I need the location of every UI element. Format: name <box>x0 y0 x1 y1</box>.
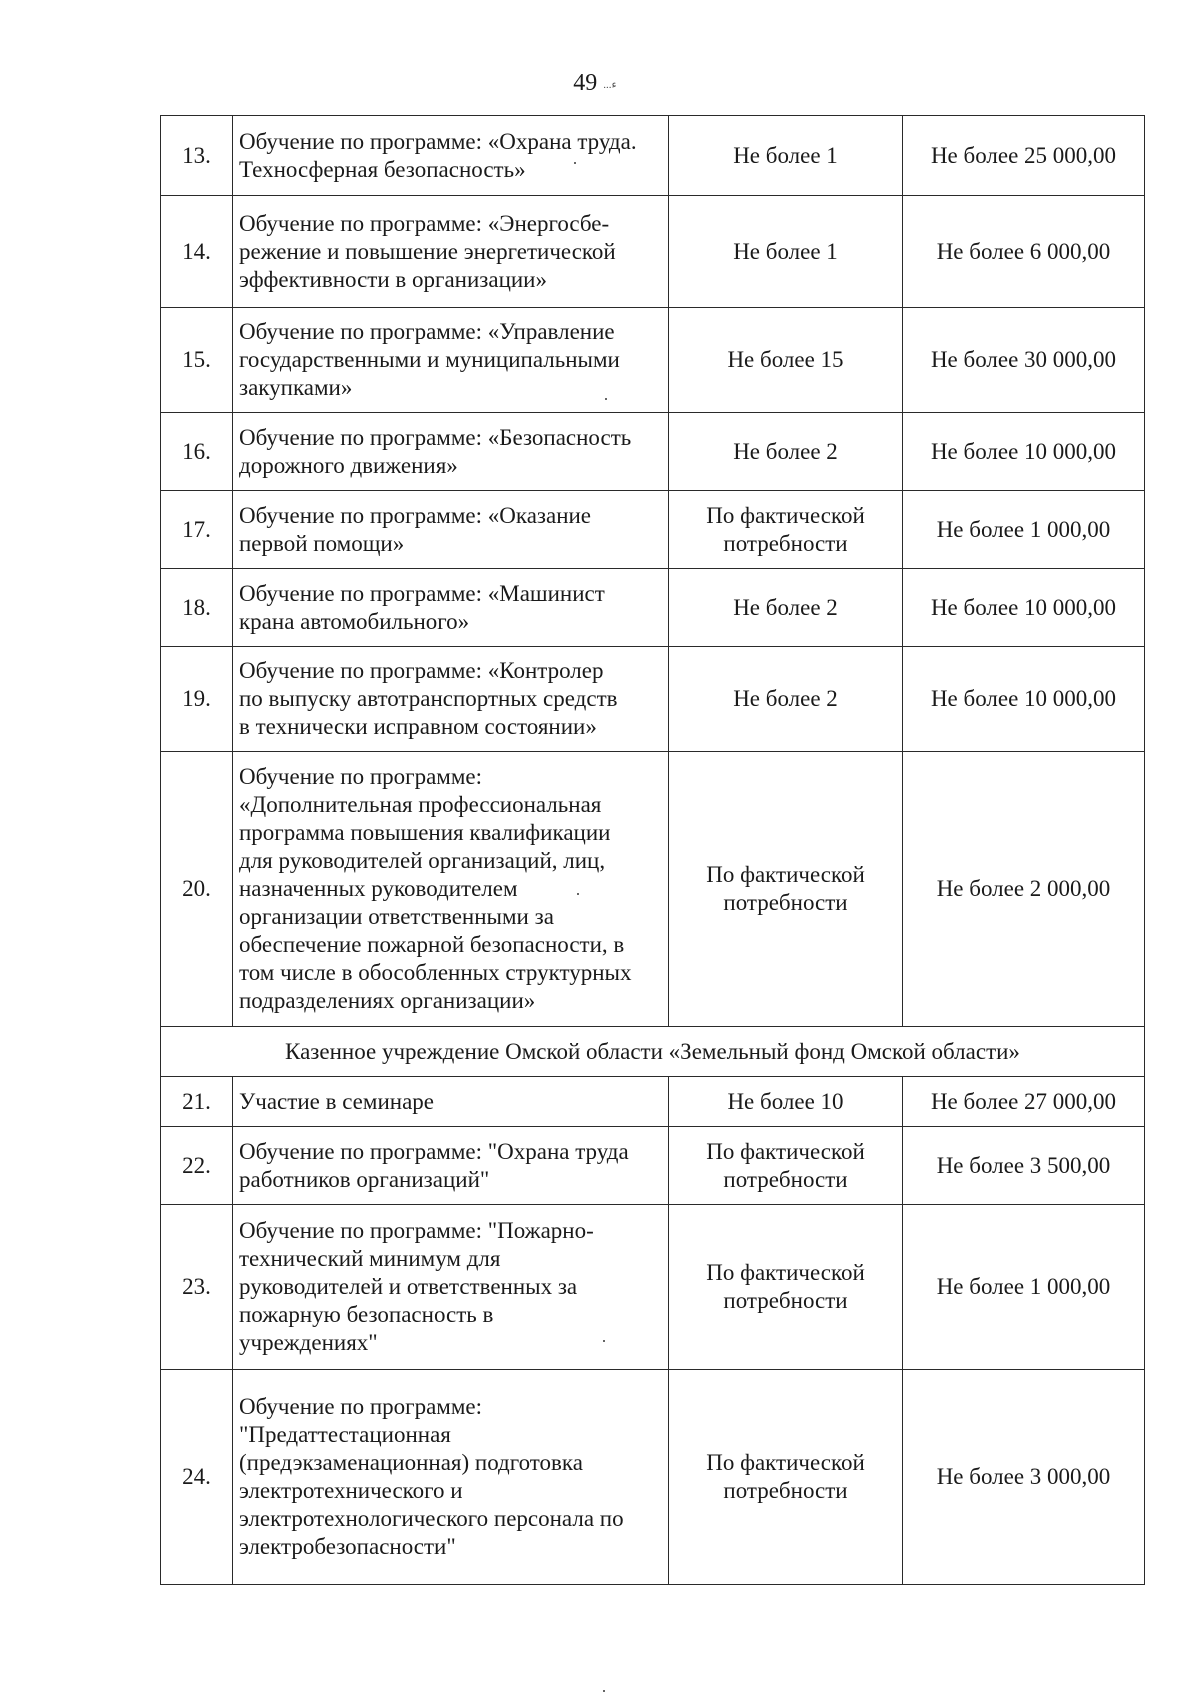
section-header: Казенное учреждение Омской области «Земельный фонд Омской области» <box>161 1027 1145 1077</box>
description-line: Обучение по программе: «Машинист <box>239 580 605 606</box>
page-scan-mark: ء... <box>603 78 617 91</box>
training-table <box>160 115 1145 1585</box>
description-line: "Предаттестационная <box>239 1422 451 1447</box>
quantity-line: По фактической <box>706 862 865 887</box>
description-line: (предэкзаменационная) подготовка <box>239 1450 583 1475</box>
price-cell: Не более 1 000,00 <box>903 491 1145 569</box>
row-number: 21. <box>161 1077 233 1127</box>
description-line: электробезопасности" <box>239 1534 456 1559</box>
price-cell: Не более 30 000,00 <box>903 308 1145 413</box>
scan-speck <box>603 1340 605 1342</box>
table-row <box>161 413 1145 491</box>
row-number: 18. <box>161 569 233 647</box>
table-row <box>161 308 1145 413</box>
quantity-cell <box>669 196 903 308</box>
page-number: 49 <box>573 70 598 96</box>
scan-speck <box>605 398 607 400</box>
price-cell: Не более 1 000,00 <box>903 1205 1145 1370</box>
description-line: в технически исправном состоянии» <box>239 714 597 739</box>
row-number: 13. <box>161 116 233 196</box>
row-number: 22. <box>161 1127 233 1205</box>
table-section <box>161 1027 1145 1077</box>
description-line: программа повышения квалификации <box>239 820 611 845</box>
description-line: Обучение по программе: «Охрана труда. <box>239 128 637 154</box>
description-line: Участие в семинаре <box>239 1088 434 1114</box>
training-description <box>233 308 669 413</box>
training-description <box>233 491 669 569</box>
row-number: 24. <box>161 1370 233 1585</box>
description-line: учреждениях" <box>239 1330 378 1355</box>
table-row <box>161 1127 1145 1205</box>
quantity-line: потребности <box>723 1288 848 1313</box>
quantity-line: потребности <box>723 890 848 915</box>
row-number: 17. <box>161 491 233 569</box>
quantity-line: Не более 1 <box>733 238 838 264</box>
quantity-cell <box>669 1127 903 1205</box>
description-line: закупками» <box>239 375 353 400</box>
description-line: Обучение по программе: «Контролер <box>239 658 604 683</box>
description-line: Обучение по программе: <box>239 764 483 789</box>
description-line: руководителей и ответственных за <box>239 1274 578 1299</box>
quantity-line: Не более 2 <box>733 686 838 711</box>
quantity-cell <box>669 491 903 569</box>
description-line: технический минимум для <box>239 1246 501 1271</box>
quantity-line: По фактической <box>706 1138 865 1164</box>
quantity-cell <box>669 569 903 647</box>
quantity-line: Не более 15 <box>727 347 844 372</box>
quantity-cell <box>669 647 903 752</box>
training-description <box>233 196 669 308</box>
training-description <box>233 1370 669 1585</box>
quantity-cell <box>669 1205 903 1370</box>
training-description <box>233 1127 669 1205</box>
description-line: дорожного движения» <box>239 452 458 478</box>
description-line: Техносферная безопасность» <box>239 156 526 182</box>
description-line: электротехнического и <box>239 1478 463 1503</box>
quantity-line: По фактической <box>706 502 865 528</box>
table-row <box>161 116 1145 196</box>
quantity-cell <box>669 413 903 491</box>
description-line: пожарную безопасность в <box>239 1302 494 1327</box>
quantity-line: потребности <box>723 530 848 556</box>
description-line: крана автомобильного» <box>239 608 470 634</box>
row-number: 16. <box>161 413 233 491</box>
description-line: подразделениях организации» <box>239 988 536 1013</box>
row-number: 19. <box>161 647 233 752</box>
price-cell: Не более 10 000,00 <box>903 413 1145 491</box>
price-cell: Не более 3 000,00 <box>903 1370 1145 1585</box>
table-body-top <box>161 116 1145 1027</box>
training-description <box>233 116 669 196</box>
price-cell: Не более 27 000,00 <box>903 1077 1145 1127</box>
table-row <box>161 647 1145 752</box>
description-line: для руководителей организаций, лиц, <box>239 848 606 873</box>
price-cell: Не более 2 000,00 <box>903 752 1145 1027</box>
description-line: эффективности в организации» <box>239 266 547 292</box>
quantity-line: Не более 2 <box>733 594 838 620</box>
description-line: том числе в обособленных структурных <box>239 960 632 985</box>
description-line: Обучение по программе: «Оказание <box>239 502 592 528</box>
table-row <box>161 1370 1145 1585</box>
description-line: Обучение по программе: "Пожарно- <box>239 1218 594 1243</box>
quantity-cell <box>669 308 903 413</box>
quantity-line: По фактической <box>706 1260 865 1285</box>
row-number: 23. <box>161 1205 233 1370</box>
table-body-bottom <box>161 1077 1145 1585</box>
description-line: организации ответственными за <box>239 904 554 929</box>
table-row <box>161 1205 1145 1370</box>
table-row <box>161 752 1145 1027</box>
page-number-line <box>0 70 1200 97</box>
training-description <box>233 1205 669 1370</box>
training-description <box>233 1077 669 1127</box>
description-line: Обучение по программе: «Энергосбе- <box>239 210 610 236</box>
scan-speck <box>577 893 579 895</box>
description-line: «Дополнительная профессиональная <box>239 792 602 817</box>
quantity-line: потребности <box>723 1166 848 1192</box>
description-line: Обучение по программе: "Охрана труда <box>239 1138 629 1164</box>
description-line: государственными и муниципальными <box>239 347 620 372</box>
training-description <box>233 569 669 647</box>
price-cell: Не более 3 500,00 <box>903 1127 1145 1205</box>
price-cell: Не более 25 000,00 <box>903 116 1145 196</box>
price-cell: Не более 6 000,00 <box>903 196 1145 308</box>
training-description <box>233 413 669 491</box>
row-number: 15. <box>161 308 233 413</box>
description-line: первой помощи» <box>239 530 405 556</box>
row-number: 20. <box>161 752 233 1027</box>
scan-speck <box>574 162 576 164</box>
quantity-cell <box>669 1370 903 1585</box>
price-cell: Не более 10 000,00 <box>903 569 1145 647</box>
quantity-line: Не более 2 <box>733 438 838 464</box>
quantity-line: По фактической <box>706 1450 865 1475</box>
table-row <box>161 491 1145 569</box>
description-line: Обучение по программе: «Безопасность <box>239 424 632 450</box>
table-row <box>161 196 1145 308</box>
section-row <box>161 1027 1145 1077</box>
quantity-line: потребности <box>723 1478 848 1503</box>
quantity-cell <box>669 1077 903 1127</box>
scan-speck <box>603 1690 605 1692</box>
description-line: Обучение по программе: <box>239 1394 483 1419</box>
description-line: электротехнологического персонала по <box>239 1506 624 1531</box>
quantity-cell <box>669 752 903 1027</box>
description-line: обеспечение пожарной безопасности, в <box>239 932 625 957</box>
training-description <box>233 752 669 1027</box>
description-line: назначенных руководителем <box>239 876 518 901</box>
description-line: режение и повышение энергетической <box>239 238 616 264</box>
description-line: Обучение по программе: «Управление <box>239 319 615 344</box>
description-line: работников организаций" <box>239 1166 490 1192</box>
quantity-cell <box>669 116 903 196</box>
training-description <box>233 647 669 752</box>
table-row <box>161 569 1145 647</box>
price-cell: Не более 10 000,00 <box>903 647 1145 752</box>
description-line: по выпуску автотранспортных средств <box>239 686 618 711</box>
table-row <box>161 1077 1145 1127</box>
quantity-line: Не более 1 <box>733 142 838 168</box>
quantity-line: Не более 10 <box>727 1088 844 1114</box>
row-number: 14. <box>161 196 233 308</box>
